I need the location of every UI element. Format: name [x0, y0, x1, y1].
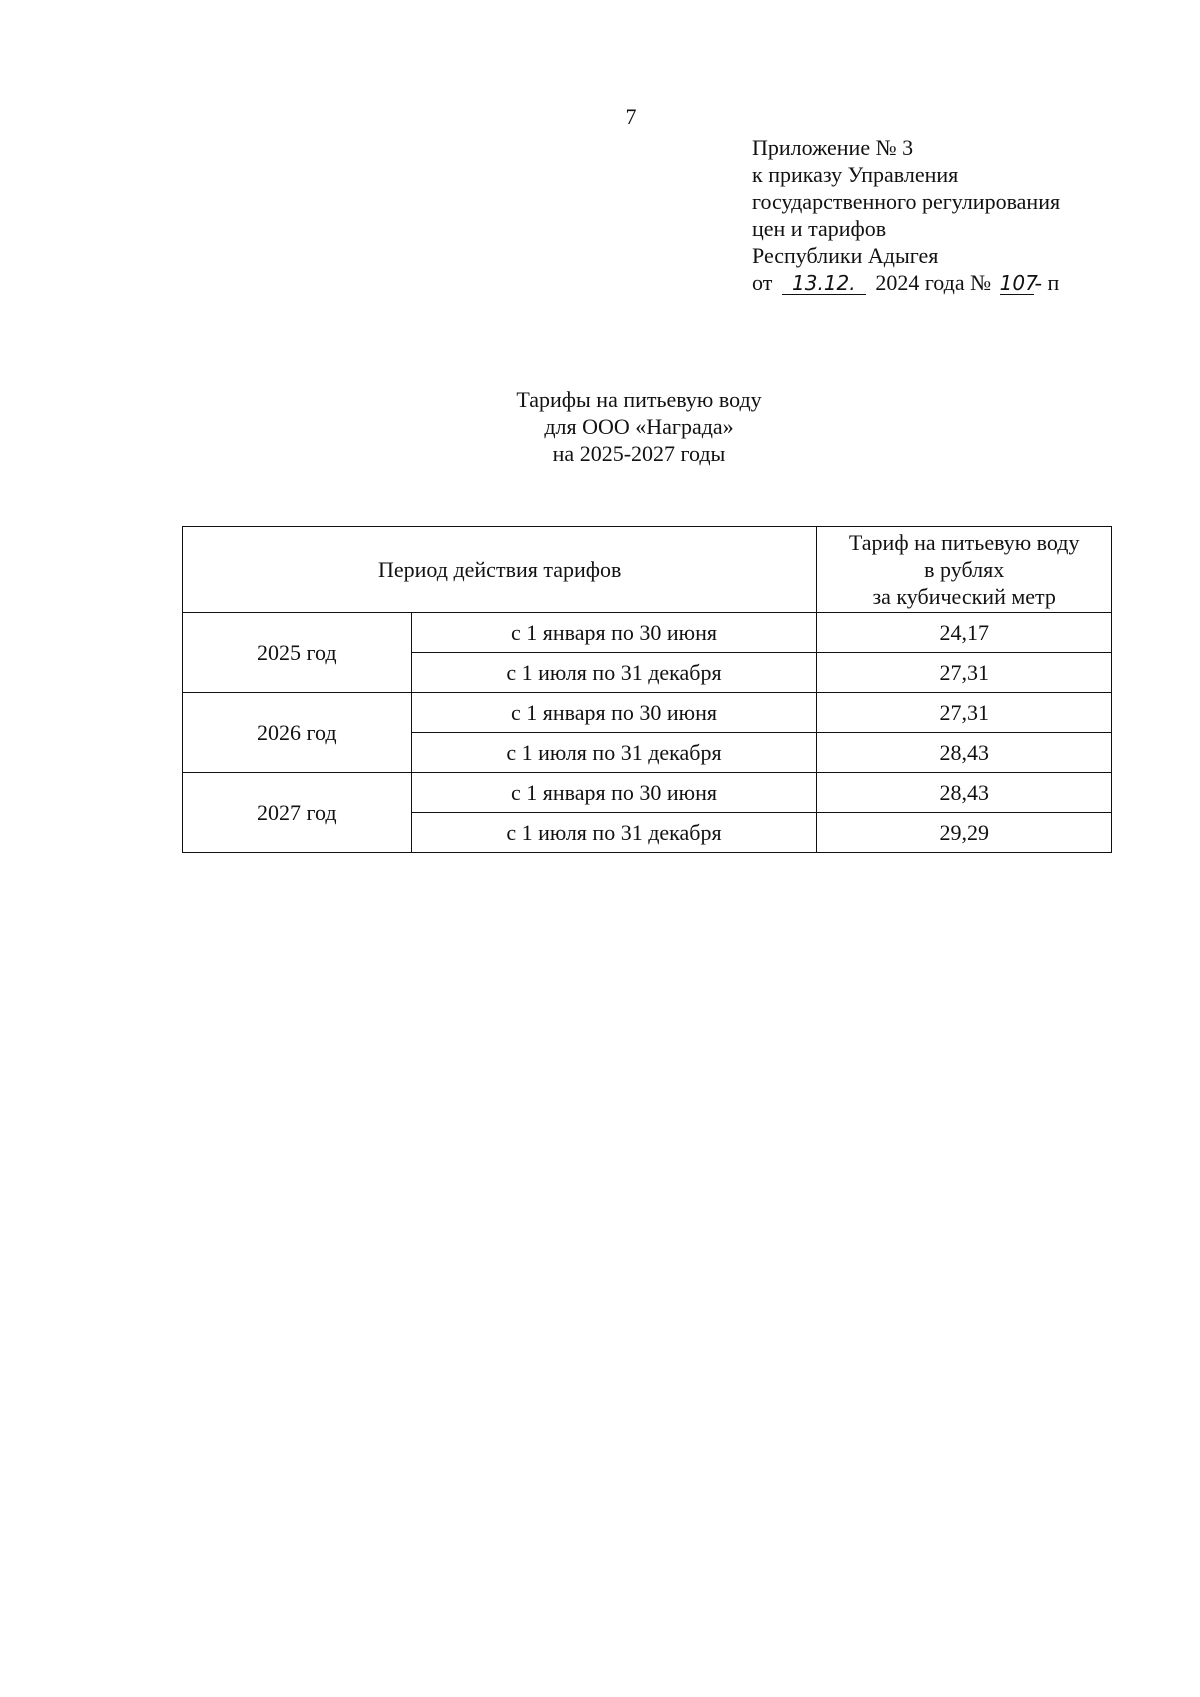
title-line: Тарифы на питьевую воду [516, 387, 762, 412]
period-cell: с 1 июля по 31 декабря [411, 813, 817, 853]
table-row [183, 613, 1112, 653]
period-cell: с 1 января по 30 июня [411, 693, 817, 733]
tariff-value-cell: 29,29 [817, 813, 1112, 853]
tariff-value-cell: 28,43 [817, 773, 1112, 813]
table-row [183, 693, 1112, 733]
order-number-handwritten: 107 [999, 271, 1038, 295]
title-line: на 2025-2027 годы [552, 441, 726, 466]
period-cell: с 1 июля по 31 декабря [411, 653, 817, 693]
header-tariff [817, 527, 1112, 613]
table-header-row [183, 527, 1112, 613]
period-cell: с 1 июля по 31 декабря [411, 733, 817, 773]
year-cell: 2025 год [183, 613, 412, 693]
appendix-line: Приложение № 3 [752, 135, 914, 160]
order-reference [752, 269, 1060, 296]
appendix-block [752, 134, 1060, 296]
year-cell: 2026 год [183, 693, 412, 773]
header-tariff-line: Тариф на питьевую воду [848, 530, 1080, 555]
header-tariff-line: в рублях [924, 557, 1005, 582]
tariff-value-cell: 24,17 [817, 613, 1112, 653]
header-period: Период действия тарифов [183, 527, 817, 613]
appendix-line: к приказу Управления [752, 162, 959, 187]
order-date-handwritten: 13.12. [782, 272, 866, 295]
appendix-line: цен и тарифов [752, 216, 887, 241]
page-number: 7 [625, 104, 637, 129]
document-title [0, 386, 1200, 467]
order-year-text: 2024 года № [875, 270, 992, 295]
tariff-value-cell: 27,31 [817, 653, 1112, 693]
title-line: для ООО «Награда» [544, 414, 734, 439]
tariff-value-cell: 27,31 [817, 693, 1112, 733]
order-suffix: - п [1034, 270, 1060, 295]
appendix-line: Республики Адыгея [752, 243, 939, 268]
order-prefix: от [752, 270, 773, 295]
tariff-table [182, 526, 1112, 853]
period-cell: с 1 января по 30 июня [411, 773, 817, 813]
year-cell: 2027 год [183, 773, 412, 853]
tariff-value-cell: 28,43 [817, 733, 1112, 773]
header-tariff-line: за кубический метр [872, 584, 1056, 609]
appendix-line: государственного регулирования [752, 189, 1061, 214]
table-row [183, 773, 1112, 813]
period-cell: с 1 января по 30 июня [411, 613, 817, 653]
